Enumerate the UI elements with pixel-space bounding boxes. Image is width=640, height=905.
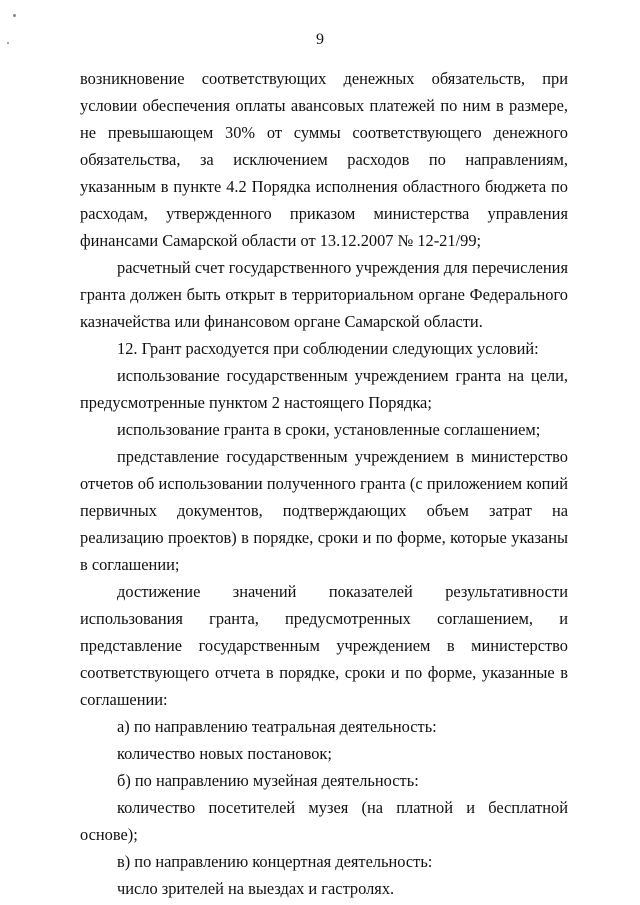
list-item-a: а) по направлению театральная деятельность:: [117, 717, 437, 736]
paragraph-condition-indicators: достижение значений показателей результативности использования гранта, предусмотренных соглашением, и представление государственным учреждением в министерство соответствующего отчета в порядке, сроки и по форме, указанные в соглашении:: [80, 582, 568, 709]
paragraph-condition-reports: представление государственным учреждением в министерство отчетов об использовании полученного гранта (с приложением копий первичных документов, подтверждающих объем затрат на реализацию проектов) в порядке, сроки и по форме, которые указаны в соглашении;: [80, 447, 568, 574]
list-item-c-indicator: число зрителей на выездах и гастролях.: [117, 879, 395, 898]
page-number: 9: [316, 31, 324, 48]
paragraph-condition-terms: использование гранта в сроки, установленные соглашением;: [117, 420, 541, 439]
paragraph-clause-12: 12. Грант расходуется при соблюдении следующих условий:: [117, 339, 539, 358]
list-item-b-indicator: количество посетителей музея (на платной и бесплатной основе);: [80, 798, 568, 844]
paragraph-condition-purpose: использование государственным учреждением гранта на цели, предусмотренные пунктом 2 настоящего Порядка;: [80, 366, 568, 412]
scan-speck: [13, 14, 16, 17]
document-body: [80, 65, 568, 902]
list-item-b: б) по направлению музейная деятельность:: [117, 771, 419, 790]
list-item-c: в) по направлению концертная деятельность:: [117, 852, 433, 871]
list-item-a-indicator: количество новых постановок;: [117, 744, 332, 763]
paragraph-continuation: возникновение соответствующих денежных обязательств, при условии обеспечения оплаты авансовых платежей по ним в размере, не превышающем 30% от суммы соответствующего денежного обязательства, за исключением расходов по направлениям, указанным в пункте 4.2 Порядка исполнения областного бюджета по расходам, утвержденного приказом министерства управления финансами Самарской области от 13.12.2007 № 12-21/99;: [80, 69, 568, 250]
paragraph-settlement-account: расчетный счет государственного учреждения для перечисления гранта должен быть открыт в территориальном органе Федерального казначейства или финансовом органе Самарской области.: [80, 258, 568, 331]
